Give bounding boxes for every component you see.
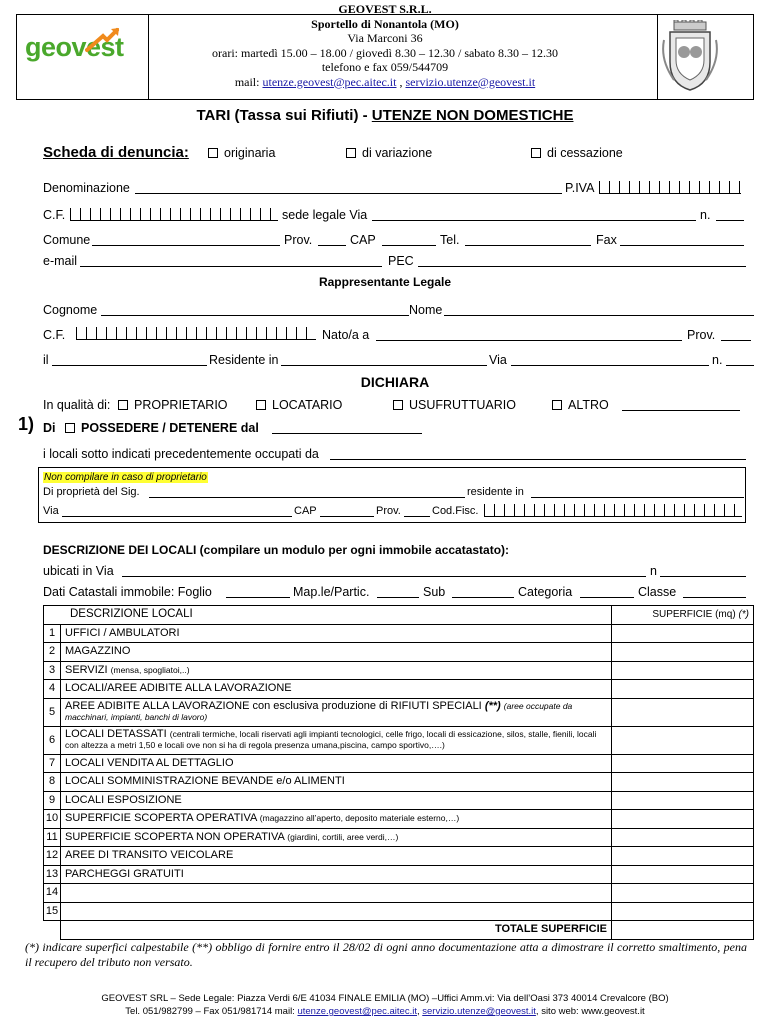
row-number: 13: [44, 865, 61, 884]
row-number: 15: [44, 902, 61, 921]
di-label: Di: [43, 421, 56, 435]
checkbox-cessazione[interactable]: [531, 148, 541, 158]
superficie-input[interactable]: [612, 698, 754, 726]
header-info: [150, 2, 620, 89]
row-label: SERVIZI: [65, 663, 108, 676]
qualita-usufruttuario[interactable]: [393, 398, 516, 412]
row-description: [61, 884, 612, 903]
row-label: LOCALI VENDITA AL DETTAGLIO: [65, 756, 234, 769]
cap-field[interactable]: [382, 245, 436, 246]
superficie-input[interactable]: [612, 754, 754, 773]
total-row: [44, 921, 754, 940]
row-label: AREE ADIBITE ALLA LAVORAZIONE con esclusiva produzione di RIFIUTI SPECIALI: [65, 700, 482, 712]
footer-contacts: Tel. 051/982799 – Fax 051/981714 mail:: [125, 1006, 295, 1017]
superficie-input[interactable]: [612, 680, 754, 699]
superficie-input[interactable]: [612, 810, 754, 829]
qualita-locatario[interactable]: [256, 398, 342, 412]
possedere-option[interactable]: [65, 421, 259, 435]
row-number: 3: [44, 661, 61, 680]
tel-label: Tel.: [440, 233, 460, 247]
scheda-cessazione-label: di cessazione: [547, 146, 623, 160]
row-number: 9: [44, 791, 61, 810]
comune-label: Comune: [43, 233, 91, 247]
row-description: [61, 643, 612, 662]
table-row: [44, 810, 754, 829]
row-number: 11: [44, 828, 61, 847]
scheda-originaria-label: originaria: [224, 146, 276, 160]
table-row: [44, 828, 754, 847]
table-row: [44, 773, 754, 792]
footer-line2: [0, 1006, 770, 1017]
row-description: [61, 624, 612, 643]
cf-field[interactable]: [70, 208, 278, 221]
row-label: AREE DI TRANSITO VEICOLARE: [65, 849, 234, 862]
qualita-proprietario[interactable]: [118, 398, 228, 412]
sub-field[interactable]: [452, 597, 514, 598]
table-row: [44, 680, 754, 699]
table-row: [44, 884, 754, 903]
checkbox-usufruttuario[interactable]: [393, 400, 403, 410]
header-divider-left: [148, 15, 149, 99]
qualita-usufruttuario-label: USUFRUTTUARIO: [409, 398, 516, 412]
email-label: e-mail: [43, 254, 78, 268]
row-label: LOCALI ESPOSIZIONE: [65, 793, 182, 806]
qualita-altro[interactable]: [552, 398, 609, 412]
row-number: 4: [44, 680, 61, 699]
rappr-n-field[interactable]: [726, 365, 754, 366]
possedere-label: POSSEDERE / DETENERE dal: [81, 421, 259, 435]
superficie-input[interactable]: [612, 773, 754, 792]
row-label: LOCALI/AREE ADIBITE ALLA LAVORAZIONE: [65, 682, 292, 695]
table-row: [44, 902, 754, 921]
checkbox-originaria[interactable]: [208, 148, 218, 158]
office-name: Sportello di Nonantola (MO): [311, 16, 459, 31]
nato-field[interactable]: [376, 340, 682, 341]
scheda-variazione[interactable]: [346, 146, 432, 160]
checkbox-altro[interactable]: [552, 400, 562, 410]
rappr-via-label: Via: [489, 353, 507, 367]
row-label: PARCHEGGI GRATUITI: [65, 867, 184, 880]
footer-mail-pec[interactable]: utenze.geovest@pec.aitec.it: [297, 1006, 417, 1017]
footnote: (*) indicare superfici calpestabile (**) obbligo di fornire entro il 28/02 di ogni anno documentazione atta a dimostrare il corretto smaltimento, pena il recupero del tributo non versato.: [25, 940, 747, 969]
table-header-superficie: [612, 606, 754, 625]
table-row: [44, 624, 754, 643]
owner-note: [43, 469, 208, 483]
header-divider-right: [657, 15, 658, 99]
row-description: [61, 865, 612, 884]
prov-label: Prov.: [284, 233, 313, 247]
tel-field[interactable]: [465, 245, 591, 246]
owner-proprieta-label: Di proprietà del Sig.: [43, 486, 140, 498]
mappale-field[interactable]: [377, 597, 419, 598]
qualita-label: In qualità di:: [43, 398, 111, 412]
owner-proprieta-field[interactable]: [149, 497, 465, 498]
row-label: UFFICI / AMBULATORI: [65, 626, 180, 639]
owner-cap-label: CAP: [294, 505, 317, 517]
cognome-label: Cognome: [43, 303, 98, 317]
residente-label: Residente in: [209, 353, 279, 367]
sede-n-field[interactable]: [716, 220, 744, 221]
table-header-superficie-note: (*): [738, 609, 749, 621]
rappr-n-label: n.: [712, 353, 723, 367]
superficie-input[interactable]: [612, 643, 754, 662]
total-label: TOTALE SUPERFICIE: [61, 921, 612, 940]
row-note: (aree occupate da macchinari, impianti, banchi di lavoro): [65, 701, 573, 722]
section-number: 1): [18, 414, 35, 434]
row-note: (centrali termiche, locali riservati agli impianti tecnologici, celle frigo, locali di essicazione, silos, stalle, fienili, locali con altezza a metri 1,50 e locali ove non si ha di regola presenza umana,piscina, campo sportivo,….): [65, 729, 597, 750]
superficie-input[interactable]: [612, 847, 754, 866]
row-description: [61, 828, 612, 847]
owner-cap-field[interactable]: [320, 516, 374, 517]
row-description: [61, 726, 612, 754]
footer-mail-separator: ,: [416, 1006, 420, 1017]
cap-label: CAP: [350, 233, 376, 247]
classe-field[interactable]: [683, 597, 746, 598]
row-number: 12: [44, 847, 61, 866]
nato-label: Nato/a a: [322, 328, 370, 342]
sub-label: Sub: [423, 585, 446, 599]
residente-field[interactable]: [281, 365, 487, 366]
geovest-logo: [25, 24, 137, 74]
checkbox-possedere[interactable]: [65, 423, 75, 433]
row-description: [61, 698, 612, 726]
qualita-proprietario-label: PROPRIETARIO: [134, 398, 228, 412]
footer-line1: GEOVEST SRL – Sede Legale: Piazza Verdi 6/E 41034 FINALE EMILIA (MO) –Uffici Amm.vi: Via dell’Oasi 373 40014 Crevalcore (BO): [101, 993, 669, 1004]
owner-via-label: Via: [43, 505, 59, 517]
scheda-label: Scheda di denuncia:: [43, 144, 189, 161]
denominazione-label: Denominazione: [43, 181, 130, 195]
table-row: [44, 698, 754, 726]
municipal-crest-icon: [660, 20, 720, 94]
table-row: [44, 754, 754, 773]
classe-label: Classe: [638, 585, 677, 599]
checkbox-locatario[interactable]: [256, 400, 266, 410]
footer-website: , sito web: www.geovest.it: [535, 1006, 645, 1017]
qualita-altro-label: ALTRO: [568, 398, 609, 412]
prov-field[interactable]: [318, 245, 346, 246]
superficie-input[interactable]: [612, 828, 754, 847]
row-number: 2: [44, 643, 61, 662]
locali-table: [43, 605, 754, 940]
row-number: 5: [44, 698, 61, 726]
rappr-prov-field[interactable]: [721, 340, 751, 341]
altro-field[interactable]: [622, 410, 740, 411]
pec-field[interactable]: [418, 266, 746, 267]
qualita-locatario-label: LOCATARIO: [272, 398, 343, 412]
rappr-cf-field[interactable]: [76, 327, 316, 340]
row-note: (magazzino all’aperto, deposito materiale esterno,…): [259, 813, 460, 824]
superficie-input[interactable]: [612, 624, 754, 643]
row-label: SUPERFICIE SCOPERTA OPERATIVA: [65, 812, 257, 825]
logo-wordmark: geovest: [25, 32, 124, 62]
fax-label: Fax: [596, 233, 617, 247]
row-number: 8: [44, 773, 61, 792]
table-header-descrizione: DESCRIZIONE LOCALI: [44, 606, 612, 625]
owner-residente-label: residente in: [467, 486, 524, 498]
total-row-spacer: [44, 921, 61, 940]
nome-field[interactable]: [444, 315, 754, 316]
row-description: [61, 847, 612, 866]
company-name: GEOVEST S.R.L.: [338, 2, 432, 16]
table-header-superficie-label: SUPERFICIE (mq): [652, 609, 736, 621]
mail-link-pec[interactable]: utenze.geovest@pec.aitec.it: [262, 74, 397, 89]
scheda-cessazione[interactable]: [531, 146, 623, 160]
office-hours: orari: martedì 15.00 – 18.00 / giovedì 8.30 – 12.30 / sabato 8.30 – 12.30: [212, 45, 558, 60]
scheda-originaria[interactable]: [208, 146, 275, 160]
row-number: 14: [44, 884, 61, 903]
locali-prec-label: i locali sotto indicati precedentemente occupati da: [43, 447, 319, 461]
sede-field[interactable]: [372, 220, 696, 221]
row-description: [61, 810, 612, 829]
office-mail: [150, 75, 620, 90]
row-description: [61, 661, 612, 680]
piva-field[interactable]: [599, 181, 741, 194]
row-number: 1: [44, 624, 61, 643]
descrizione-title: DESCRIZIONE DEI LOCALI (compilare un modulo per ogni immobile accatastato):: [43, 543, 510, 557]
row-label: MAGAZZINO: [65, 645, 131, 658]
row-label: LOCALI DETASSATI: [65, 728, 167, 740]
row-description: [61, 791, 612, 810]
table-row: [44, 643, 754, 662]
rappr-cf-label: C.F.: [43, 328, 66, 342]
superficie-input[interactable]: [612, 661, 754, 680]
email-field[interactable]: [80, 266, 382, 267]
owner-prov-label: Prov.: [376, 505, 401, 517]
row-number: 6: [44, 726, 61, 754]
superficie-input[interactable]: [612, 884, 754, 903]
fax-field[interactable]: [620, 245, 744, 246]
locali-prec-field[interactable]: [330, 459, 746, 460]
owner-residente-field[interactable]: [531, 497, 744, 498]
nome-label: Nome: [409, 303, 443, 317]
table-row: [44, 865, 754, 884]
row-description: [61, 680, 612, 699]
owner-via-field[interactable]: [62, 516, 292, 517]
mail-separator: ,: [399, 74, 403, 89]
mail-link-servizio[interactable]: servizio.utenze@geovest.it: [405, 74, 536, 89]
total-superficie-input[interactable]: [612, 921, 754, 940]
foglio-field[interactable]: [226, 597, 290, 598]
rappresentante-title: Rappresentante Legale: [318, 275, 452, 289]
superficie-input[interactable]: [612, 902, 754, 921]
categoria-field[interactable]: [580, 597, 634, 598]
ubicati-n-field[interactable]: [660, 576, 746, 577]
row-stars: (**): [484, 700, 501, 712]
row-description: [61, 902, 612, 921]
table-row: [44, 847, 754, 866]
ubicati-label: ubicati in Via: [43, 564, 114, 578]
cf-label: C.F.: [43, 208, 66, 222]
table-row: [44, 661, 754, 680]
rappr-via-field[interactable]: [511, 365, 709, 366]
form-title-prefix: TARI (Tassa sui Rifiuti) -: [196, 107, 372, 124]
owner-codfisc-field[interactable]: [484, 504, 742, 517]
footer-mail-servizio[interactable]: servizio.utenze@geovest.it: [422, 1006, 536, 1017]
mail-label: mail:: [234, 74, 260, 89]
logo-arrow-icon: [85, 26, 121, 54]
dichiara-title: DICHIARA: [360, 374, 430, 390]
office-address: Via Marconi 36: [347, 31, 423, 45]
piva-label: P.IVA: [565, 181, 595, 195]
pec-label: PEC: [388, 254, 414, 268]
mappale-label: Map.le/Partic.: [293, 585, 370, 599]
locali-table-body: [44, 606, 754, 940]
rappr-prov-label: Prov.: [687, 328, 716, 342]
superficie-input[interactable]: [612, 791, 754, 810]
sede-label: sede legale Via: [282, 208, 368, 222]
owner-codfisc-label: Cod.Fisc.: [432, 505, 479, 517]
row-label: SUPERFICIE SCOPERTA NON OPERATIVA: [65, 830, 285, 843]
row-number: 7: [44, 754, 61, 773]
possedere-dal-field[interactable]: [272, 433, 422, 434]
checkbox-proprietario[interactable]: [118, 400, 128, 410]
categoria-label: Categoria: [518, 585, 573, 599]
checkbox-variazione[interactable]: [346, 148, 356, 158]
row-description: [61, 754, 612, 773]
ubicati-field[interactable]: [122, 576, 646, 577]
owner-note-text: Non compilare in caso di proprietario: [44, 472, 207, 483]
sede-n-label: n.: [700, 208, 711, 222]
denominazione-field[interactable]: [135, 193, 562, 194]
row-note: (giardini, cortili, aree verdi,…): [287, 831, 399, 842]
table-header-row: [44, 606, 754, 625]
cognome-field[interactable]: [101, 315, 409, 316]
il-label: il: [43, 353, 49, 367]
table-row: [44, 726, 754, 754]
table-row: [44, 791, 754, 810]
catastali-label: Dati Catastali immobile: Foglio: [43, 585, 212, 599]
superficie-input[interactable]: [612, 726, 754, 754]
row-number: 10: [44, 810, 61, 829]
superficie-input[interactable]: [612, 865, 754, 884]
row-description: [61, 773, 612, 792]
comune-field[interactable]: [92, 245, 280, 246]
ubicati-n-label: n: [650, 564, 657, 578]
scheda-variazione-label: di variazione: [362, 146, 433, 160]
row-note: (mensa, spogliatoi,..): [110, 664, 190, 675]
row-label: LOCALI SOMMINISTRAZIONE BEVANDE e/o ALIMENTI: [65, 775, 345, 788]
owner-prov-field[interactable]: [404, 516, 430, 517]
form-title: [0, 107, 770, 124]
form-title-main: UTENZE NON DOMESTICHE: [371, 107, 574, 124]
office-phone: telefono e fax 059/544709: [321, 60, 449, 74]
il-field[interactable]: [52, 365, 207, 366]
